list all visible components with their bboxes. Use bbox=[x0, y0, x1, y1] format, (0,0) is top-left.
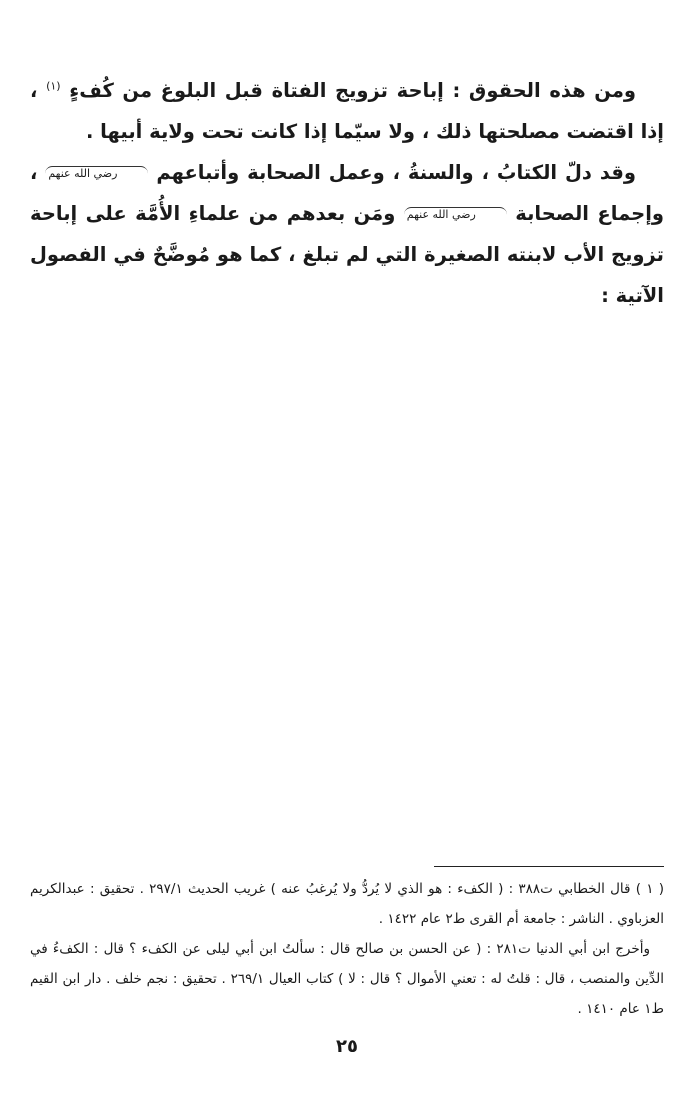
paragraph-1 bbox=[30, 70, 664, 152]
paragraph-2 bbox=[30, 152, 664, 316]
footnote-divider bbox=[434, 866, 664, 867]
paragraph-2-part-b: ، وإجماع الصحابة bbox=[30, 161, 664, 225]
footnotes bbox=[30, 874, 664, 1024]
paragraph-1-part-a: ومن هذه الحقوق : إباحة تزويج الفتاة قبل البلوغ من كُفءٍ bbox=[69, 79, 637, 102]
paragraph-2-part-c: ومَن بعدهم من علماءِ الأُمَّة على إباحة تزويج الأب لابنته الصغيرة التي لم تبلغ ، كما هو مُوضَّحٌ في الفصول الآتية : bbox=[30, 202, 664, 307]
paragraph-1-part-b: ، إذا اقتضت مصلحتها ذلك ، ولا سيّما إذا كانت تحت ولاية أبيها . bbox=[30, 79, 664, 143]
footnote-reference: (١) bbox=[46, 79, 61, 93]
honorific-glyph-1: رضي الله عنهم bbox=[45, 166, 148, 181]
page-number: ٢٥ bbox=[336, 1036, 358, 1057]
paragraph-2-part-a: وقد دلّ الكتابُ ، والسنةُ ، وعمل الصحابة وأتباعهم bbox=[156, 161, 637, 184]
footnote-2: وأخرج ابن أبي الدنيا ت٢٨١ : ( عن الحسن بن صالح قال : سألتُ ابن أبي ليلى عن الكفء ؟ قال : الكفءُ في الدِّين والمنصب ، قال : قلتُ له : تعني الأموال ؟ قال : لا ) كتاب العيال ٢٦٩/١ . تحقيق : نجم خلف . دار ابن القيم ط١ عام ١٤١٠ . bbox=[30, 941, 664, 1017]
honorific-glyph-2: رضي الله عنهم bbox=[404, 207, 507, 222]
main-text bbox=[30, 70, 664, 316]
footnote-1: ( ١ ) قال الخطابي ت٣٨٨ : ( الكفء : هو الذي لا يُردُّ ولا يُرغبُ عنه ) غريب الحديث ٢٩٧/١ . تحقيق : عبدالكريم العزباوي . الناشر : جامعة أم القرى ط٢ عام ١٤٢٢ . bbox=[30, 881, 664, 927]
